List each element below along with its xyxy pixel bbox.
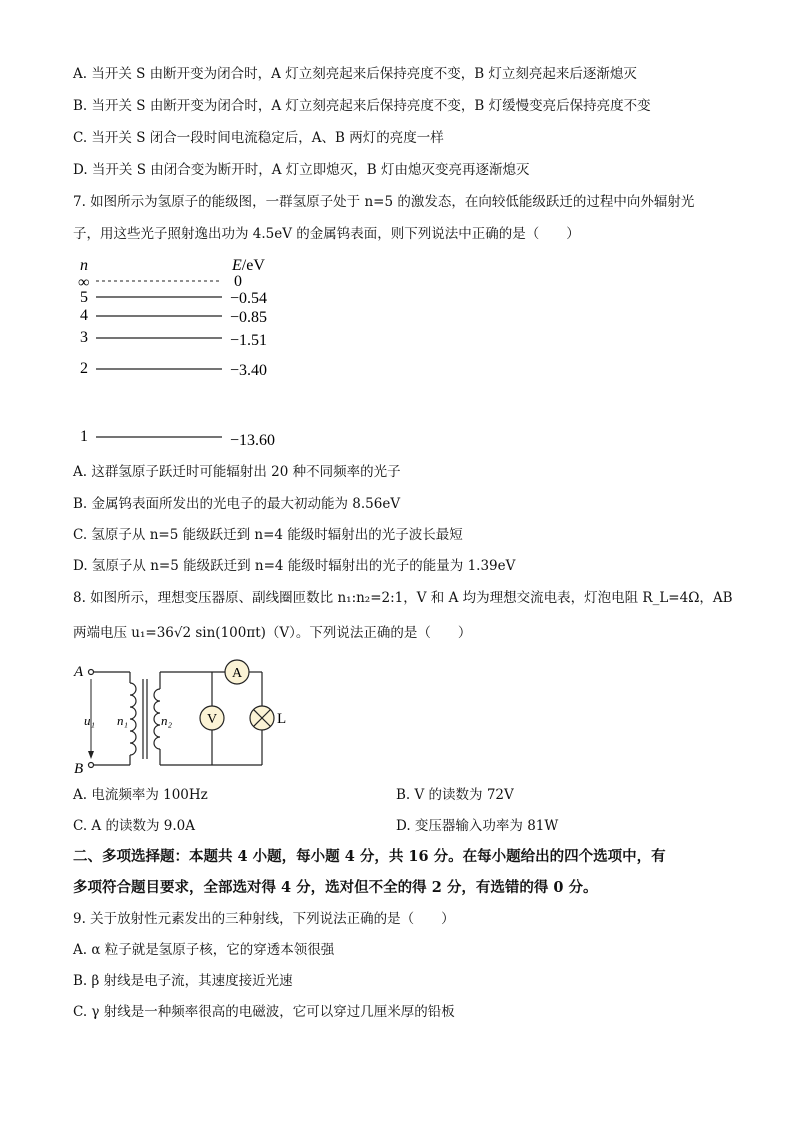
voltage-arrowhead — [88, 751, 94, 759]
q6-option-a: A. 当开关 S 由断开变为闭合时，A 灯立刻亮起来后保持亮度不变，B 灯立刻亮起来后逐渐熄灭 — [73, 66, 637, 82]
q6-option-b: B. 当开关 S 由断开变为闭合时，A 灯立刻亮起来后保持亮度不变，B 灯缓慢变亮后保持亮度不变 — [73, 98, 651, 114]
q9-option-a: A. α 粒子就是氢原子核，它的穿透本领很强 — [73, 942, 335, 958]
n2-label: n₂ — [161, 713, 173, 728]
u1-label: u₁ — [84, 713, 96, 728]
section2-heading-line2: 多项符合题目要求，全部选对得 4 分，选对但不全的得 2 分，有选错的得 0 分。 — [73, 879, 598, 896]
q8-stem-line1: 8. 如图所示，理想变压器原、副线圈匝数比 n₁:n₂=2:1，V 和 A 均为理想交流电表，灯泡电阻 R_L=4Ω，AB — [73, 590, 733, 606]
q9-stem: 9. 关于放射性元素发出的三种射线，下列说法正确的是（ ） — [73, 911, 455, 927]
level-n-4: 4 — [80, 307, 88, 324]
level-e-2: −3.40 — [230, 362, 268, 379]
q6-option-c: C. 当开关 S 闭合一段时间电流稳定后，A、B 两灯的亮度一样 — [73, 130, 444, 146]
lamp-label: L — [277, 711, 287, 727]
n-axis-label: n — [80, 257, 88, 274]
q8-option-c: C. A 的读数为 9.0A — [73, 818, 195, 834]
level-n-inf: ∞ — [78, 274, 90, 291]
terminal-a — [89, 670, 94, 675]
terminal-a-label: A — [74, 664, 84, 680]
q8-stem-line2: 两端电压 u₁=36√2 sin(100πt)（V）。下列说法正确的是（ ） — [73, 625, 472, 641]
q7-option-d: D. 氢原子从 n=5 能级跃迁到 n=4 能级时辐射出的光子的能量为 1.39eV — [73, 558, 516, 574]
level-e-inf: 0 — [234, 273, 242, 290]
section2-heading-line1: 二、多项选择题：本题共 4 小题，每小题 4 分，共 16 分。在每小题给出的四个选项中，有 — [73, 848, 666, 865]
energy-axis-label: E/eV — [232, 257, 265, 274]
voltmeter-label: V — [206, 712, 218, 727]
q7-option-b: B. 金属钨表面所发出的光电子的最大初动能为 8.56eV — [73, 496, 401, 512]
q6-option-d: D. 当开关 S 由闭合变为断开时，A 灯立即熄灭，B 灯由熄灭变亮再逐渐熄灭 — [73, 162, 530, 178]
terminal-b-label: B — [74, 761, 84, 777]
level-n-3: 3 — [80, 329, 88, 346]
q8-option-d: D. 变压器输入功率为 81W — [396, 818, 559, 834]
q8-option-b: B. V 的读数为 72V — [396, 787, 514, 803]
level-e-1: −13.60 — [230, 432, 276, 449]
primary-coil — [130, 683, 136, 755]
q7-option-a: A. 这群氢原子跃迁时可能辐射出 20 种不同频率的光子 — [73, 464, 401, 480]
level-n-1: 1 — [80, 428, 88, 445]
q9-option-c: C. γ 射线是一种频率很高的电磁波，它可以穿过几厘米厚的铅板 — [73, 1004, 455, 1020]
transformer-circuit — [70, 655, 300, 777]
terminal-b — [89, 763, 94, 768]
q8-option-a: A. 电流频率为 100Hz — [73, 787, 208, 803]
q9-option-b: B. β 射线是电子流，其速度接近光速 — [73, 973, 293, 989]
ammeter-label: A — [231, 666, 243, 681]
level-n-2: 2 — [80, 360, 88, 377]
level-e-5: −0.54 — [230, 290, 268, 307]
n1-label: n₁ — [117, 713, 129, 728]
level-n-5: 5 — [80, 289, 88, 306]
level-e-3: −1.51 — [230, 332, 268, 349]
energy-level-diagram — [70, 252, 310, 452]
level-e-4: −0.85 — [230, 309, 268, 326]
q7-option-c: C. 氢原子从 n=5 能级跃迁到 n=4 能级时辐射出的光子波长最短 — [73, 527, 463, 543]
q7-stem-line1: 7. 如图所示为氢原子的能级图，一群氢原子处于 n=5 的激发态，在向较低能级跃迁的过程中向外辐射光 — [73, 194, 695, 210]
q7-stem-line2: 子，用这些光子照射逸出功为 4.5eV 的金属钨表面，则下列说法中正确的是（ ） — [73, 226, 580, 242]
secondary-coil — [154, 689, 160, 749]
